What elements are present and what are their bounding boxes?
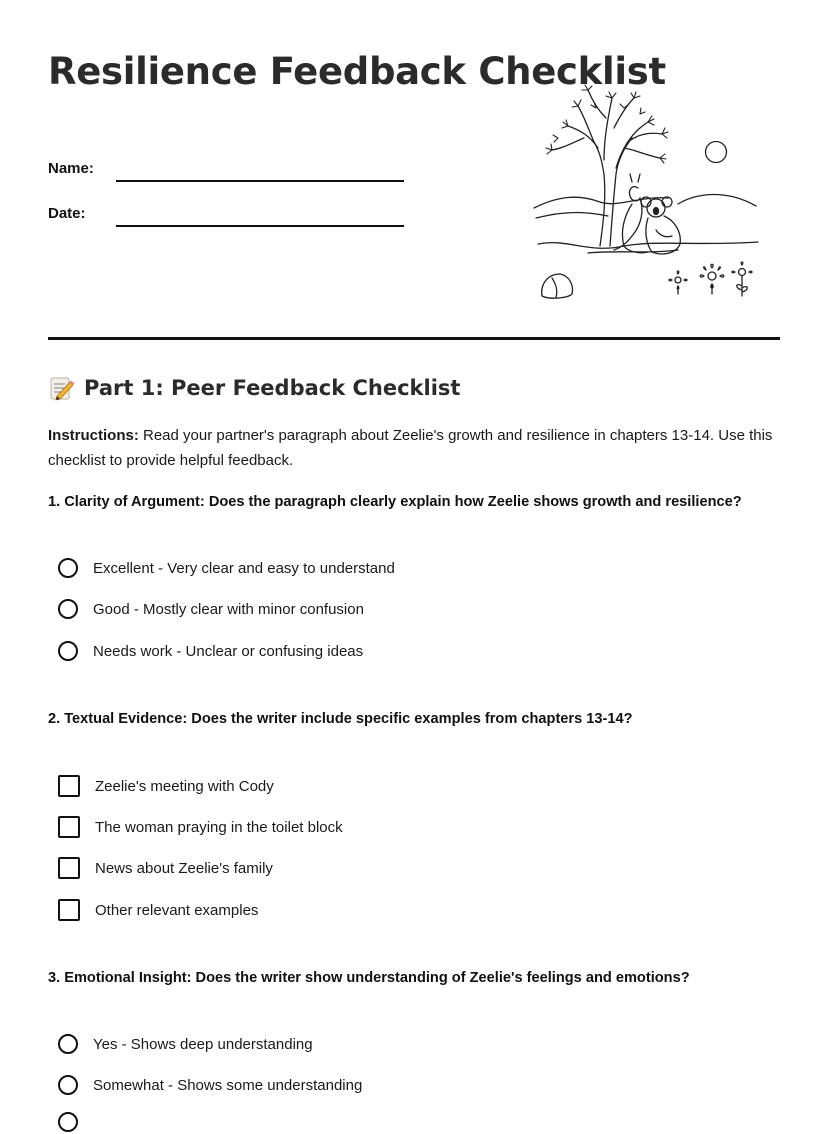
- question-1: 1. Clarity of Argument: Does the paragraph clearly explain how Zeelie shows growth and resilience?: [48, 494, 742, 510]
- option-label: Good - Mostly clear with minor confusion: [93, 600, 364, 618]
- memo-icon: [48, 374, 76, 402]
- page-title-text: Resilience Feedback Checklist: [48, 50, 666, 93]
- date-field[interactable]: [116, 225, 404, 227]
- radio-button[interactable]: [58, 1034, 78, 1054]
- question-1-option[interactable]: [58, 597, 364, 621]
- name-field[interactable]: [116, 180, 404, 182]
- checkbox[interactable]: [58, 775, 80, 797]
- radio-button[interactable]: [58, 558, 78, 578]
- option-label: Somewhat - Shows some understanding: [93, 1076, 363, 1094]
- radio-button[interactable]: [58, 599, 78, 619]
- part1-heading: [48, 374, 460, 402]
- question-2-option[interactable]: [58, 856, 273, 880]
- question-2: 2. Textual Evidence: Does the writer include specific examples from chapters 13-14?: [48, 711, 633, 727]
- sun-icon: [706, 142, 727, 163]
- flowers-icon: [669, 262, 752, 296]
- question-2-option[interactable]: [58, 898, 258, 922]
- option-label: Other relevant examples: [95, 901, 259, 919]
- checkbox[interactable]: [58, 816, 80, 838]
- instructions: [48, 423, 778, 473]
- question-1-option[interactable]: [58, 639, 363, 663]
- question-3-option[interactable]: [58, 1073, 362, 1097]
- question-2-option[interactable]: [58, 774, 274, 798]
- radio-button[interactable]: [58, 641, 78, 661]
- question-3-option-partial[interactable]: [58, 1110, 78, 1134]
- question-1-option[interactable]: [58, 556, 395, 580]
- option-label: Yes - Shows deep understanding: [93, 1035, 313, 1053]
- option-label: The woman praying in the toilet block: [95, 818, 343, 836]
- option-label: Needs work - Unclear or confusing ideas: [93, 642, 364, 660]
- part1-heading-text: Part 1: Peer Feedback Checklist: [84, 376, 461, 400]
- instructions-label: Instructions:: [48, 427, 139, 444]
- radio-button[interactable]: [58, 1075, 78, 1095]
- question-3-option[interactable]: [58, 1032, 313, 1056]
- tree-kangaroo-koala-illustration: [528, 78, 768, 306]
- name-label: Name:: [48, 160, 94, 177]
- radio-button[interactable]: [58, 1112, 78, 1132]
- section-divider: [48, 337, 780, 340]
- option-label: News about Zeelie's family: [95, 859, 273, 877]
- option-label: Excellent - Very clear and easy to understand: [93, 559, 395, 577]
- question-3: 3. Emotional Insight: Does the writer show understanding of Zeelie's feelings and emotions?: [48, 970, 690, 986]
- question-2-option[interactable]: [58, 815, 343, 839]
- checkbox[interactable]: [58, 857, 80, 879]
- instructions-text: Read your partner's paragraph about Zeelie's growth and resilience in chapters 13-14. Use this checklist to provide helpful feedback.: [48, 427, 773, 469]
- option-label: Zeelie's meeting with Cody: [95, 777, 274, 795]
- date-label: Date:: [48, 205, 86, 222]
- checkbox[interactable]: [58, 899, 80, 921]
